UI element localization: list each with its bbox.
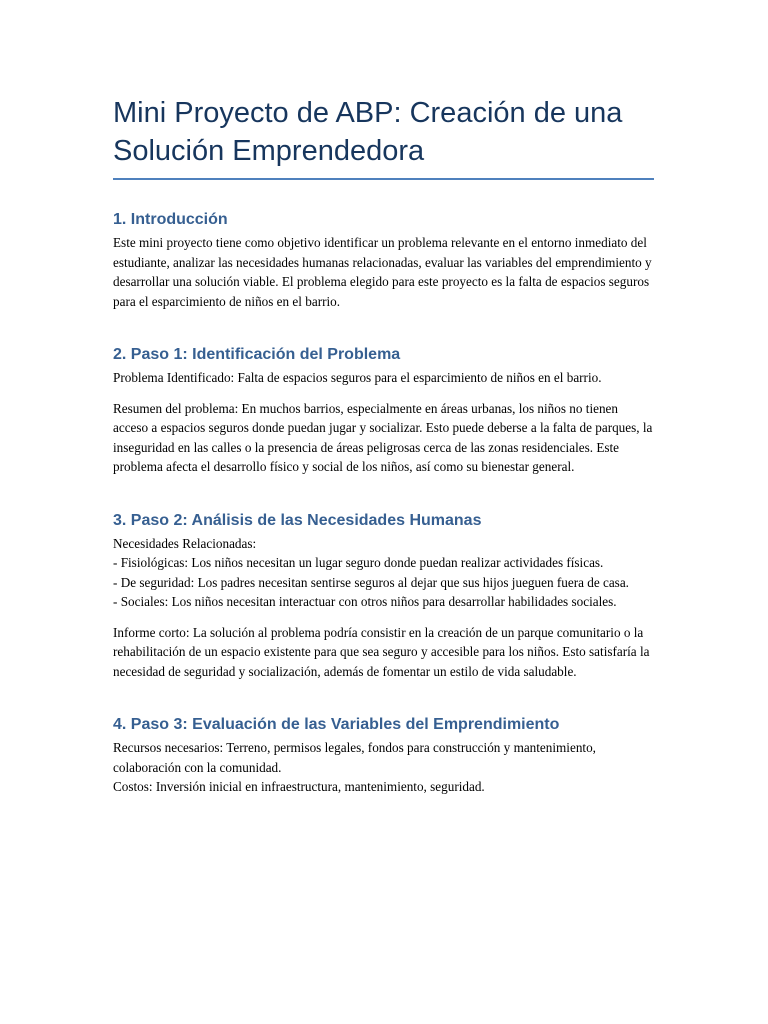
section-heading-paso-1: 2. Paso 1: Identificación del Problema [113,346,401,363]
section-heading-paso-3: 4. Paso 3: Evaluación de las Variables del Emprendimiento [113,716,560,733]
paragraph-problema-identificado: Problema Identificado: Falta de espacios seguros para el esparcimiento de niños en el barrio. [113,370,602,385]
paragraph-informe-corto: Informe corto: La solución al problema podría consistir en la creación de un parque comunitario o la rehabilitación de un espacio existente para que sea seguro y accesible para los niños. Esto satisfaría la necesidad de seguridad y socialización, además de fomentar un estilo de vida saludable. [113,624,650,679]
section-heading-introduccion: 1. Introducción [113,211,228,228]
document-title: Mini Proyecto de ABP: Creación de una Solución Emprendedora [113,94,654,180]
section-heading-paso-2: 3. Paso 2: Análisis de las Necesidades Humanas [113,511,482,529]
paragraph-introduccion: Este mini proyecto tiene como objetivo identificar un problema relevante en el entorno inmediato del estudiante, analizar las necesidades humanas relacionadas, evaluar las variables del emprendimiento y desarrollar una solución viable. El problema elegido para este proyecto es la falta de espacios seguros para el esparcimiento de niños en el barrio. [113,235,652,309]
paragraph-recursos-costos: Recursos necesarios: Terreno, permisos legales, fondos para construcción y mantenimiento, colaboración con la comunidad. Costos: Inversión inicial en infraestructura, mantenimiento, seguridad. [113,740,596,794]
paragraph-necesidades-relacionadas: Necesidades Relacionadas: - Fisiológicas: Los niños necesitan un lugar seguro donde puedan realizar actividades físicas. - De seguridad: Los padres necesitan sentirse seguros al dejar que sus hijos jueguen fuera de casa. - Sociales: Los niños necesitan interactuar con otros niños para desarrollar habilidades sociales. [113,535,629,609]
paragraph-resumen-problema: Resumen del problema: En muchos barrios, especialmente en áreas urbanas, los niños no tienen acceso a espacios seguros donde puedan jugar y socializar. Esto puede deberse a la falta de parques, la inseguridad en las calles o la presencia de áreas peligrosas cerca de las zonas residenciales. Este problema afecta el desarrollo físico y social de los niños, así como su bienestar general. [113,400,653,474]
